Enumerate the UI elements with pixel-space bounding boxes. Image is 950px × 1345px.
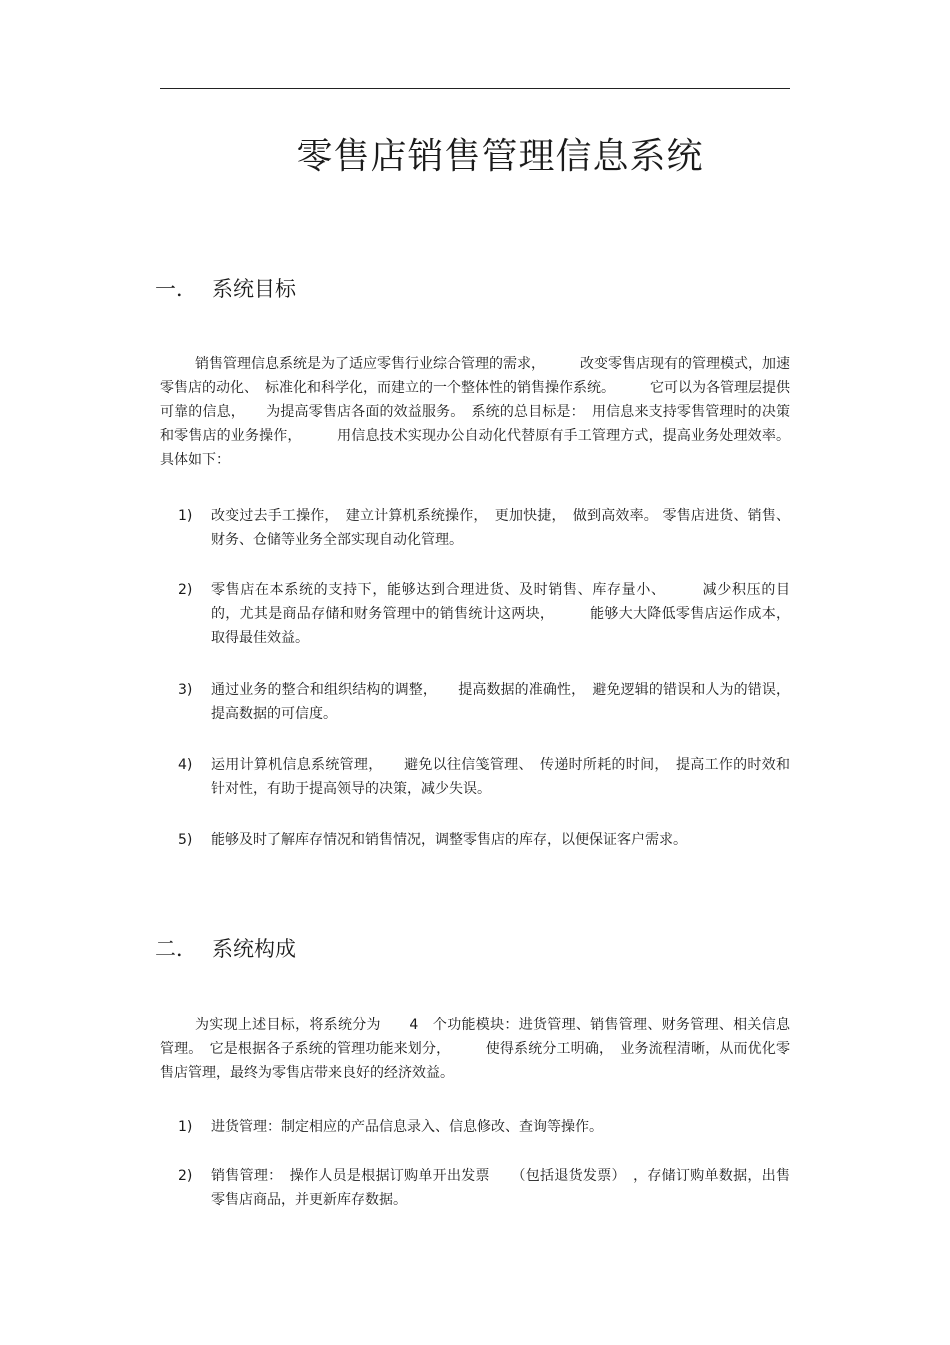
section-heading [155,274,296,304]
list-item [178,578,790,650]
list-item [178,678,790,726]
list-item [178,828,790,852]
list-item-text: 运用计算机信息系统管理， 避免以往信笺管理、 传递时所耗的时间， 提高工作的时效和针对性，有助于提高领导的决策，减少失误。 [211,757,790,797]
list-item-number: 2) [178,1168,193,1184]
section-title: 系统构成 [212,937,296,961]
list-item-number: 4) [178,757,193,773]
list-item-number: 2) [178,582,193,598]
list-item [178,753,790,801]
document-title: 零售店销售管理信息系统 [296,136,704,177]
header-rule [160,88,790,89]
list-item [178,504,790,552]
list-item-text: 通过业务的整合和组织结构的调整， 提高数据的准确性， 避免逻辑的错误和人为的错误，提高数据的可信度。 [211,682,790,722]
list-item-number: 1) [178,508,193,524]
section-number: 一． [155,277,197,301]
list-item-number: 5) [178,832,193,848]
list-item-number: 3) [178,682,193,698]
section-paragraph: 销售管理信息系统是为了适应零售行业综合管理的需求， 改变零售店现有的管理模式，加速零售店的动化、 标准化和科学化，而建立的一个整体性的销售操作系统。 它可以为各管理层提供可靠的信息， 为提高零售店各面的效益服务。 系统的总目标是： 用信息来支持零售管理时的决策和零售店的业务操作， 用信息技术实现办公自动化代替原有手工管理方式，提高业务处理效率。具体如下： [160,356,790,468]
section-title: 系统目标 [212,277,296,301]
section-heading [155,934,296,964]
list-item-text: 进货管理：制定相应的产品信息录入、信息修改、查询等操作。 [211,1119,603,1135]
list-item-text: 能够及时了解库存情况和销售情况，调整零售店的库存，以便保证客户需求。 [211,832,687,848]
section-number: 二． [155,937,197,961]
section-paragraph: 为实现上述目标，将系统分为 4 个功能模块：进货管理、销售管理、财务管理、相关信息管理。 它是根据各子系统的管理功能来划分， 使得系统分工明确， 业务流程清晰，从而优化零售店管理，最终为零售店带来良好的经济效益。 [160,1017,790,1081]
list-item [178,1164,790,1212]
list-item-text: 销售管理： 操作人员是根据订购单开出发票 （包括退货发票） ，存储订购单数据，出售零售店商品，并更新库存数据。 [211,1168,790,1208]
list-item-number: 1) [178,1119,193,1135]
list-item-text: 零售店在本系统的支持下，能够达到合理进货、及时销售、库存量小、 减少积压的目的，尤其是商品存储和财务管理中的销售统计这两块， 能够大大降低零售店运作成本，取得最佳效益。 [211,582,790,646]
list-item-text: 改变过去手工操作， 建立计算机系统操作， 更加快捷， 做到高效率。 零售店进货、销售、财务、仓储等业务全部实现自动化管理。 [211,508,790,548]
list-item [178,1115,790,1139]
